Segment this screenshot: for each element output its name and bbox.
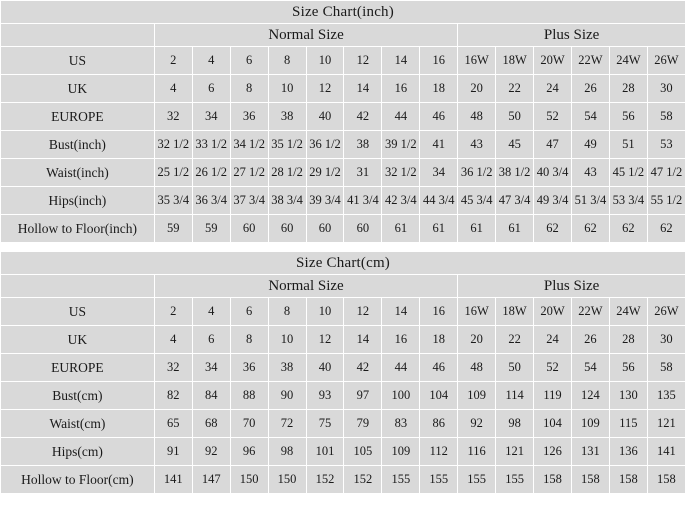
table-cell: 22W <box>571 298 609 326</box>
corner-cell <box>1 275 155 298</box>
table-cell: 60 <box>306 215 344 243</box>
table-cell: 24 <box>534 326 572 354</box>
group-header-plus: Plus Size <box>458 24 686 47</box>
table-cell: 28 <box>609 326 647 354</box>
table-cell: 79 <box>344 410 382 438</box>
table-cell: 158 <box>571 466 609 494</box>
table-cell: 20W <box>534 47 572 75</box>
table-cell: 52 <box>534 103 572 131</box>
size-chart-inch <box>0 0 686 243</box>
row-label: Hollow to Floor(cm) <box>1 466 155 494</box>
table-cell: 34 <box>420 159 458 187</box>
table-cell: 10 <box>268 75 306 103</box>
table-cell: 6 <box>192 75 230 103</box>
table-cell: 155 <box>420 466 458 494</box>
table-cell: 44 3/4 <box>420 187 458 215</box>
table-cell: 97 <box>344 382 382 410</box>
table-cell: 12 <box>306 326 344 354</box>
table-cell: 43 <box>571 159 609 187</box>
table-cell: 47 3/4 <box>496 187 534 215</box>
table-cell: 62 <box>571 215 609 243</box>
table-cell: 28 <box>609 75 647 103</box>
row-label: EUROPE <box>1 354 155 382</box>
table-cell: 16 <box>420 47 458 75</box>
table-cell: 18W <box>496 298 534 326</box>
table-cell: 49 3/4 <box>534 187 572 215</box>
table-row <box>1 466 686 494</box>
table-cell: 2 <box>154 47 192 75</box>
table-cell: 60 <box>230 215 268 243</box>
table-cell: 10 <box>306 298 344 326</box>
table-cell: 114 <box>496 382 534 410</box>
table-cell: 98 <box>496 410 534 438</box>
table-cell: 42 3/4 <box>382 187 420 215</box>
table-cell: 12 <box>306 75 344 103</box>
table-cell: 20 <box>458 326 496 354</box>
table-cell: 150 <box>230 466 268 494</box>
table-cell: 41 3/4 <box>344 187 382 215</box>
table-cell: 119 <box>534 382 572 410</box>
table-cell: 68 <box>192 410 230 438</box>
table-cell: 91 <box>154 438 192 466</box>
table-cell: 42 <box>344 103 382 131</box>
table-cell: 86 <box>420 410 458 438</box>
row-label: US <box>1 47 155 75</box>
table-cell: 72 <box>268 410 306 438</box>
table-cell: 2 <box>154 298 192 326</box>
table-cell: 14 <box>382 47 420 75</box>
group-header-normal: Normal Size <box>154 275 457 298</box>
table-cell: 147 <box>192 466 230 494</box>
table-cell: 6 <box>230 47 268 75</box>
table-cell: 101 <box>306 438 344 466</box>
table-cell: 22 <box>496 75 534 103</box>
table-row <box>1 410 686 438</box>
table-cell: 29 1/2 <box>306 159 344 187</box>
table-cell: 44 <box>382 103 420 131</box>
table-cell: 104 <box>534 410 572 438</box>
table-row <box>1 187 686 215</box>
row-label: Bust(cm) <box>1 382 155 410</box>
row-label: Hips(cm) <box>1 438 155 466</box>
table-cell: 56 <box>609 103 647 131</box>
table-cell: 70 <box>230 410 268 438</box>
table-cell: 50 <box>496 103 534 131</box>
table-cell: 49 <box>571 131 609 159</box>
table-cell: 96 <box>230 438 268 466</box>
table-row <box>1 159 686 187</box>
table-cell: 24W <box>609 298 647 326</box>
table-cell: 60 <box>268 215 306 243</box>
table-cell: 25 1/2 <box>154 159 192 187</box>
table-row <box>1 75 686 103</box>
table-cell: 51 <box>609 131 647 159</box>
table-row <box>1 215 686 243</box>
table-cell: 92 <box>458 410 496 438</box>
table-cell: 58 <box>647 103 685 131</box>
table-cell: 16 <box>420 298 458 326</box>
table-cell: 22W <box>571 47 609 75</box>
table-cell: 37 3/4 <box>230 187 268 215</box>
table-row <box>1 438 686 466</box>
table-cell: 93 <box>306 382 344 410</box>
table-cell: 53 3/4 <box>609 187 647 215</box>
table-cell: 62 <box>534 215 572 243</box>
table-cell: 24 <box>534 75 572 103</box>
row-label: UK <box>1 326 155 354</box>
table-cell: 39 1/2 <box>382 131 420 159</box>
chart-title: Size Chart(inch) <box>1 1 686 24</box>
table-cell: 82 <box>154 382 192 410</box>
table-cell: 44 <box>382 354 420 382</box>
table-cell: 12 <box>344 298 382 326</box>
table-cell: 45 3/4 <box>458 187 496 215</box>
table-cell: 109 <box>382 438 420 466</box>
table-cell: 100 <box>382 382 420 410</box>
table-cell: 8 <box>268 47 306 75</box>
table-cell: 46 <box>420 103 458 131</box>
table-cell: 105 <box>344 438 382 466</box>
table-cell: 115 <box>609 410 647 438</box>
group-header-row <box>1 275 686 298</box>
group-header-plus: Plus Size <box>458 275 686 298</box>
table-cell: 16W <box>458 298 496 326</box>
table-cell: 36 <box>230 103 268 131</box>
table-cell: 16 <box>382 326 420 354</box>
table-cell: 141 <box>647 438 685 466</box>
table-cell: 56 <box>609 354 647 382</box>
table-cell: 40 <box>306 354 344 382</box>
row-label: Waist(inch) <box>1 159 155 187</box>
table-cell: 131 <box>571 438 609 466</box>
table-cell: 26 <box>571 75 609 103</box>
table-cell: 8 <box>268 298 306 326</box>
table-cell: 38 1/2 <box>496 159 534 187</box>
table-cell: 90 <box>268 382 306 410</box>
table-cell: 18 <box>420 326 458 354</box>
table-cell: 121 <box>496 438 534 466</box>
row-label: US <box>1 298 155 326</box>
table-row <box>1 47 686 75</box>
table-cell: 130 <box>609 382 647 410</box>
table-cell: 22 <box>496 326 534 354</box>
row-label: Hollow to Floor(inch) <box>1 215 155 243</box>
table-cell: 8 <box>230 75 268 103</box>
table-cell: 35 3/4 <box>154 187 192 215</box>
table-cell: 14 <box>344 75 382 103</box>
table-cell: 61 <box>382 215 420 243</box>
table-row <box>1 326 686 354</box>
table-cell: 158 <box>534 466 572 494</box>
table-cell: 48 <box>458 354 496 382</box>
table-cell: 38 3/4 <box>268 187 306 215</box>
corner-cell <box>1 24 155 47</box>
table-cell: 32 1/2 <box>154 131 192 159</box>
table-cell: 155 <box>458 466 496 494</box>
table-cell: 51 3/4 <box>571 187 609 215</box>
table-cell: 31 <box>344 159 382 187</box>
table-row <box>1 103 686 131</box>
table-cell: 36 3/4 <box>192 187 230 215</box>
table-cell: 54 <box>571 103 609 131</box>
table-cell: 40 <box>306 103 344 131</box>
group-header-normal: Normal Size <box>154 24 457 47</box>
table-cell: 59 <box>192 215 230 243</box>
table-cell: 10 <box>306 47 344 75</box>
table-cell: 38 <box>268 103 306 131</box>
table-row <box>1 131 686 159</box>
table-cell: 16W <box>458 47 496 75</box>
size-chart-cm <box>0 251 686 494</box>
table-cell: 34 <box>192 103 230 131</box>
chart-title-row <box>1 1 686 24</box>
table-cell: 47 1/2 <box>647 159 685 187</box>
table-cell: 135 <box>647 382 685 410</box>
table-cell: 32 <box>154 103 192 131</box>
table-cell: 6 <box>230 298 268 326</box>
table-cell: 116 <box>458 438 496 466</box>
table-row <box>1 354 686 382</box>
table-cell: 26W <box>647 47 685 75</box>
table-cell: 26 1/2 <box>192 159 230 187</box>
table-cell: 54 <box>571 354 609 382</box>
table-cell: 55 1/2 <box>647 187 685 215</box>
table-cell: 27 1/2 <box>230 159 268 187</box>
table-cell: 39 3/4 <box>306 187 344 215</box>
table-cell: 20W <box>534 298 572 326</box>
table-cell: 104 <box>420 382 458 410</box>
row-label: Hips(inch) <box>1 187 155 215</box>
table-cell: 52 <box>534 354 572 382</box>
table-cell: 50 <box>496 354 534 382</box>
table-cell: 41 <box>420 131 458 159</box>
table-cell: 65 <box>154 410 192 438</box>
table-cell: 26W <box>647 298 685 326</box>
table-cell: 150 <box>268 466 306 494</box>
table-cell: 4 <box>154 326 192 354</box>
table-cell: 61 <box>420 215 458 243</box>
table-cell: 30 <box>647 326 685 354</box>
table-cell: 38 <box>268 354 306 382</box>
table-cell: 35 1/2 <box>268 131 306 159</box>
table-cell: 109 <box>458 382 496 410</box>
table-cell: 158 <box>609 466 647 494</box>
table-cell: 36 1/2 <box>306 131 344 159</box>
table-cell: 126 <box>534 438 572 466</box>
table-cell: 155 <box>382 466 420 494</box>
table-cell: 4 <box>192 298 230 326</box>
table-cell: 46 <box>420 354 458 382</box>
row-label: UK <box>1 75 155 103</box>
table-cell: 28 1/2 <box>268 159 306 187</box>
table-cell: 83 <box>382 410 420 438</box>
table-cell: 141 <box>154 466 192 494</box>
table-cell: 112 <box>420 438 458 466</box>
table-cell: 20 <box>458 75 496 103</box>
table-cell: 152 <box>344 466 382 494</box>
table-cell: 84 <box>192 382 230 410</box>
table-cell: 62 <box>647 215 685 243</box>
table-cell: 61 <box>496 215 534 243</box>
table-cell: 42 <box>344 354 382 382</box>
table-cell: 88 <box>230 382 268 410</box>
table-cell: 47 <box>534 131 572 159</box>
row-label: Bust(inch) <box>1 131 155 159</box>
table-cell: 59 <box>154 215 192 243</box>
row-label: EUROPE <box>1 103 155 131</box>
table-cell: 61 <box>458 215 496 243</box>
table-cell: 14 <box>344 326 382 354</box>
table-cell: 18W <box>496 47 534 75</box>
table-cell: 16 <box>382 75 420 103</box>
table-cell: 30 <box>647 75 685 103</box>
row-label: Waist(cm) <box>1 410 155 438</box>
table-cell: 4 <box>192 47 230 75</box>
table-cell: 32 <box>154 354 192 382</box>
table-cell: 124 <box>571 382 609 410</box>
size-chart-inch-table <box>0 0 686 243</box>
table-cell: 158 <box>647 466 685 494</box>
table-cell: 32 1/2 <box>382 159 420 187</box>
table-cell: 26 <box>571 326 609 354</box>
table-cell: 75 <box>306 410 344 438</box>
chart-title-row <box>1 252 686 275</box>
table-cell: 152 <box>306 466 344 494</box>
table-cell: 34 <box>192 354 230 382</box>
table-cell: 34 1/2 <box>230 131 268 159</box>
table-cell: 4 <box>154 75 192 103</box>
table-cell: 12 <box>344 47 382 75</box>
table-cell: 121 <box>647 410 685 438</box>
table-cell: 92 <box>192 438 230 466</box>
table-cell: 43 <box>458 131 496 159</box>
table-cell: 45 1/2 <box>609 159 647 187</box>
table-cell: 36 1/2 <box>458 159 496 187</box>
chart-separator <box>0 243 686 251</box>
table-cell: 60 <box>344 215 382 243</box>
table-cell: 62 <box>609 215 647 243</box>
group-header-row <box>1 24 686 47</box>
table-cell: 98 <box>268 438 306 466</box>
table-cell: 109 <box>571 410 609 438</box>
size-chart-cm-table <box>0 251 686 494</box>
table-row <box>1 298 686 326</box>
table-cell: 14 <box>382 298 420 326</box>
table-cell: 36 <box>230 354 268 382</box>
chart-title: Size Chart(cm) <box>1 252 686 275</box>
table-cell: 48 <box>458 103 496 131</box>
table-cell: 136 <box>609 438 647 466</box>
table-cell: 45 <box>496 131 534 159</box>
table-cell: 155 <box>496 466 534 494</box>
table-cell: 58 <box>647 354 685 382</box>
table-cell: 53 <box>647 131 685 159</box>
table-cell: 40 3/4 <box>534 159 572 187</box>
table-cell: 38 <box>344 131 382 159</box>
table-cell: 8 <box>230 326 268 354</box>
table-cell: 6 <box>192 326 230 354</box>
table-row <box>1 382 686 410</box>
table-cell: 10 <box>268 326 306 354</box>
table-cell: 24W <box>609 47 647 75</box>
table-cell: 33 1/2 <box>192 131 230 159</box>
table-cell: 18 <box>420 75 458 103</box>
